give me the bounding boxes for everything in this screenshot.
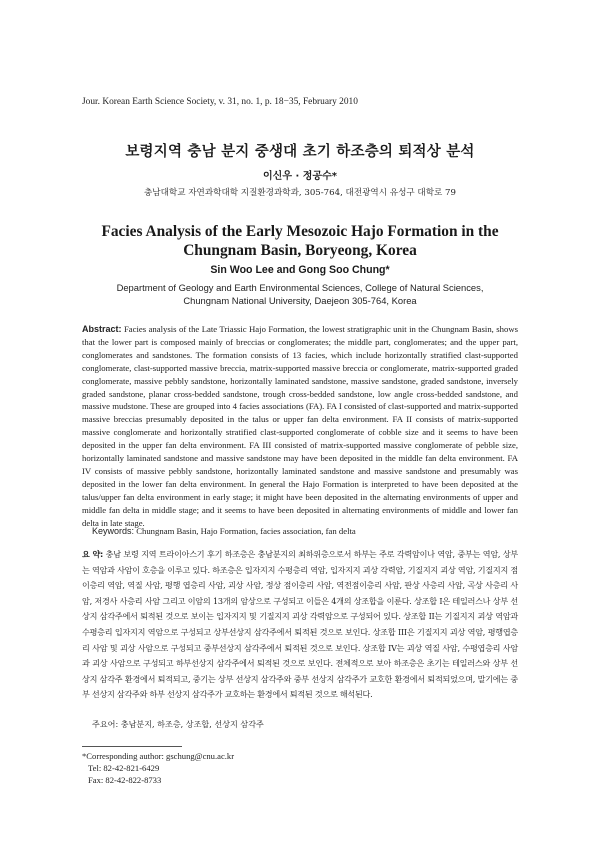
footnote-divider bbox=[82, 746, 182, 747]
korean-title: 보령지역 충남 분지 중생대 초기 하조층의 퇴적상 분석 bbox=[125, 144, 475, 160]
footnote bbox=[82, 751, 234, 786]
footnote-tel: Tel: 82-42-821-6429 bbox=[88, 762, 160, 773]
english-title bbox=[0, 222, 600, 260]
keywords-text: Chungnam Basin, Hajo Formation, facies association, fan delta bbox=[136, 526, 356, 536]
english-affiliation bbox=[0, 281, 600, 307]
abstract bbox=[82, 323, 518, 530]
journal-citation: Jour. Korean Earth Science Society, v. 31, no. 1, p. 18−35, February 2010 bbox=[82, 97, 358, 107]
english-title-line-2: Chungnam Basin, Boryeong, Korea bbox=[183, 242, 417, 259]
footnote-fax: Fax: 82-42-822-8733 bbox=[88, 774, 162, 785]
keywords-label: Keywords: bbox=[92, 526, 135, 536]
abstract-text: Facies analysis of the Late Triassic Hajo Formation, the lowest stratigraphic unit in the Chungnam Basin, shows that the lower part is composed mainly of breccias or conglomerates; the middle part, conglomerates; and the upper part, conglomerates and sandstones. The formation consists of 13 facies, which include horizontally stratified clast-supported conglomerate, clast-supported massive breccia, matrix-supported massive breccia or conglomerate, matrix-supported graded conglomerate, massive pebbly sandstone, horizontally laminated sandstone, massive sandstone, graded sandstone, inversely graded sandstone, planar cross-bedded sandstone, trough cross-bedded sandstone, low angle cross-bedded sandstone, and massive mudstone. These are grouped into 4 facies associations (FA). FA I consisted of clast-supported and matrix-supported massive breccias presumably deposited in the talus or upper fan delta environment. FA II consists of matrix-supported massive conglomerate and horizontally stratified clast-supported conglomerate of cobble size and it seems to have been deposited in the upper fan delta environment. FA III consisted of matrix-supported massive conglomerate of pebble size, horizontally laminated sandstone and massive sandstone may have been deposited in the middle fan delta environment. FA IV consists of massive pebbly sandstone, horizontally laminated sandstone and massive sandstone and presumably was deposited in the lower fan delta environment. In general the Hajo Formation is interpreted to have been deposited at the talus/upper fan delta environment in early stage; it might have been deposited in the alternating environments of upper and middle fan delta in middle stage; and it seems to have been deposited in alternating environments of middle and lower fan delta in late stage. bbox=[82, 324, 519, 528]
korean-abstract bbox=[82, 547, 518, 703]
keywords bbox=[92, 526, 518, 536]
korean-keywords-label: 주요어: bbox=[92, 719, 119, 729]
english-authors: Sin Woo Lee and Gong Soo Chung* bbox=[210, 264, 390, 276]
korean-keywords-text: 충남분지, 하조층, 상조합, 선상지 삼각주 bbox=[120, 719, 264, 729]
english-affiliation-line-2: Chungnam National University, Daejeon 305-764, Korea bbox=[183, 295, 417, 306]
korean-keywords bbox=[92, 719, 264, 730]
corresponding-author: *Corresponding author: gschung@cnu.ac.kr bbox=[82, 751, 235, 761]
english-title-line-1: Facies Analysis of the Early Mesozoic Hajo Formation in the bbox=[101, 223, 499, 240]
abstract-label: Abstract: bbox=[82, 324, 122, 334]
korean-abstract-text: 충남 보령 지역 트라이아스기 후기 하조층은 충남분지의 최하위층으로서 하부는 주로 각력암이나 역암, 중부는 역암, 상부는 역암과 사암이 호층을 이루고 있다. 하조층은 입자지지 수평층리 역암, 입자지지 괴상 각력암, 기질지지 괴상 역암, 기질지지 점이층리 역암, 역질 사암, 평행 엽층리 사암, 괴상 사암, 정상 점이층리 사암, 역전점이층리 사암, 판상 사층리 사암, 곡상 사층리 사암, 저경사 사층리 사암 그리고 이암의 13개의 암상으로 구성되고 이들은 4개의 상조합을 이룬다. 상조합 I은 테일러스나 상부 선상지 삼각주에서 퇴적된 것으로 보이는 입자지지 및 기질지지 괴상 각력암으로 구성되어 있다. 상조합 II는 기질지지 괴상 역암과 수평층리 입자지지 역암으로 구성되고 상부선상지 삼각주에서 퇴적된 것으로 보인다. 상조합 III은 기질지지 괴상 역암, 평행엽층리 사암 및 괴상 사암으로 구성되고 중부선상지 삼각주에서 퇴적된 것으로 보인다. 상조합 IV는 괴상 역질 사암, 수평엽층리 사암과 괴상 사암으로 구성되고 하부선상지 삼각주에서 퇴적된 것으로 보인다. 전체적으로 보아 하조층은 초기는 테일러스와 상부 선상지 삼각주 환경에서 퇴적되고, 중기는 상부 선상지 삼각주와 중부 선상지 삼각주가 교호한 환경에서 퇴적되었으며, 말기에는 중부 선상지 삼각주와 하부 선상지 삼각주가 교호하는 환경에서 퇴적된 것으로 해석된다. bbox=[82, 549, 519, 700]
korean-affiliation: 충남대학교 자연과학대학 지질환경과학과, 305-764, 대전광역시 유성구 대학로 79 bbox=[144, 188, 456, 198]
english-affiliation-line-1: Department of Geology and Earth Environmental Sciences, College of Natural Sciences, bbox=[116, 282, 484, 293]
korean-authors: 이신우 · 정공수* bbox=[263, 171, 337, 182]
korean-abstract-label: 요 약: bbox=[82, 549, 104, 559]
